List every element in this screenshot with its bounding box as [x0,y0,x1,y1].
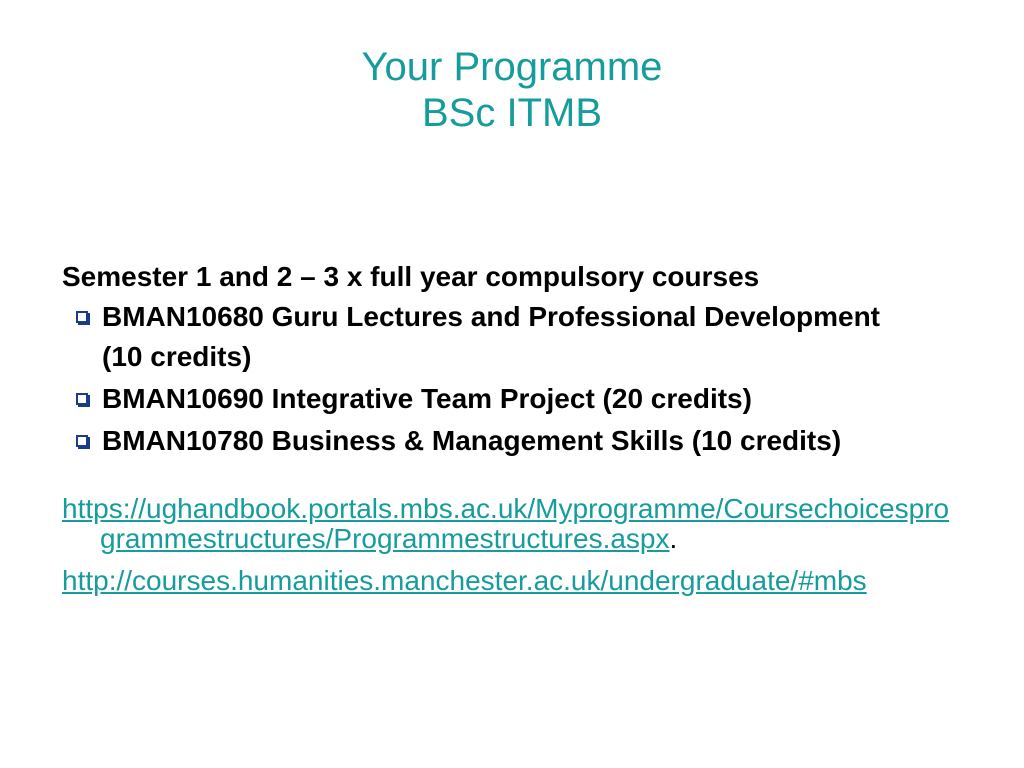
link-suffix: . [669,523,678,554]
semester-heading: Semester 1 and 2 – 3 x full year compulsory courses [62,261,760,292]
links-section [62,494,962,596]
course-bullet-bman10780 [62,426,962,456]
undergraduate-courses-link[interactable]: http://courses.humanities.manchester.ac.uk/undergraduate/#mbs [62,565,867,596]
link-paragraph [62,494,962,554]
course-label: BMAN10780 Business & Management Skills (10 credits) [102,425,842,456]
checkbox-bullet-icon [76,311,88,323]
programme-structures-link[interactable]: https://ughandbook.portals.mbs.ac.uk/Myprogramme/Coursechoicesprogrammestructures/Programmestructures.aspx [62,493,950,554]
course-bullet-bman10690 [62,384,962,414]
link-paragraph [62,566,962,596]
course-label: BMAN10680 Guru Lectures and Professional Development [102,301,880,332]
checkbox-bullet-icon [76,393,88,405]
checkbox-bullet-icon [76,435,88,447]
course-bullet-bman10680 [62,302,962,372]
title-line-1: Your Programme [361,45,663,89]
slide-title [0,44,1024,136]
title-line-2: BSc ITMB [421,91,603,135]
course-label: BMAN10690 Integrative Team Project (20 credits) [102,383,752,414]
course-credits: (10 credits) [102,341,252,372]
slide-body [62,262,962,608]
